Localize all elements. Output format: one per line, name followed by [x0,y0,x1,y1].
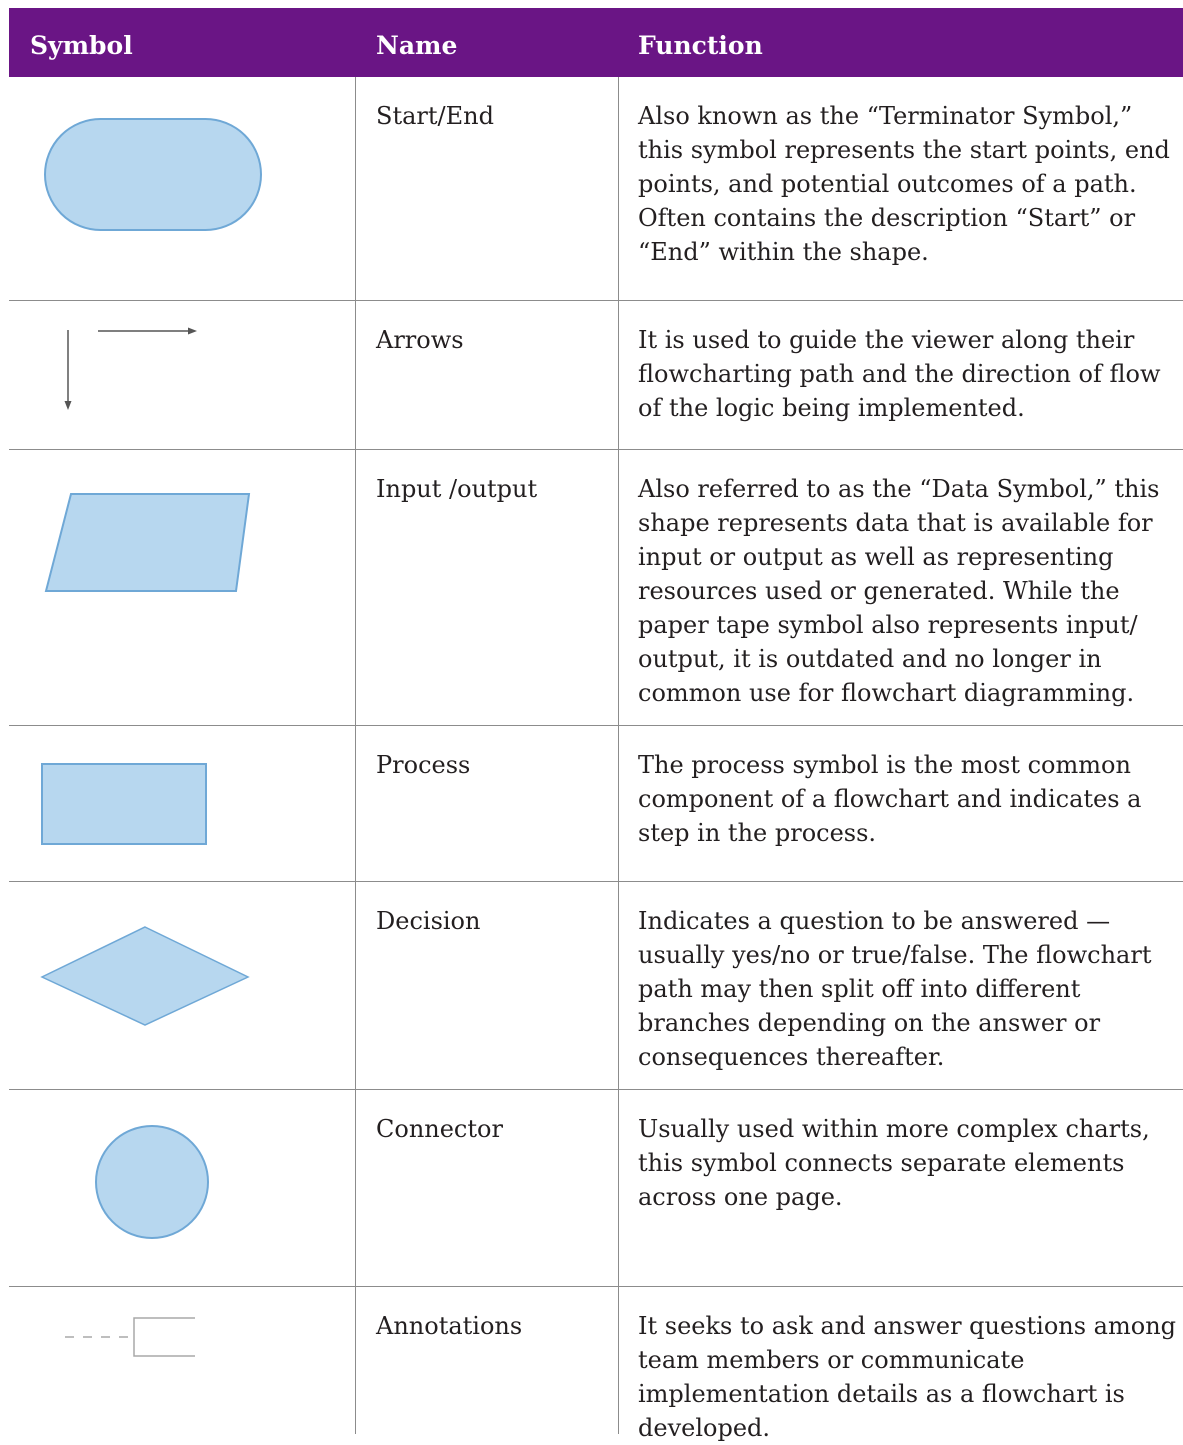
column-divider [355,77,356,1434]
parallelogram-icon [9,450,349,726]
table-row-connector [9,1090,1183,1287]
row-function: It seeks to ask and answer questions among team members or communicate implementation details as a flowchart is developed. [638,1312,1177,1442]
header-symbol: Symbol [30,31,133,60]
row-function: It is used to guide the viewer along their flowcharting path and the direction of flow of the logic being implemented. [638,326,1161,422]
flowchart-symbols-table [9,8,1183,1442]
row-name: Start/End [376,102,494,130]
circle-icon [9,1090,349,1287]
row-function: Also referred to as the “Data Symbol,” this shape represents data that is available for input or output as well as representing resources used or generated. While the paper tape symbol also represents input/ output, it is outdated and no longer in common use for flowchart diagramming. [638,475,1160,707]
table-row-start-end [9,77,1183,301]
row-name: Process [376,751,471,779]
table-row-decision [9,882,1183,1090]
row-function: Indicates a question to be answered — usually yes/no or true/false. The flowchart path may then split off into different branches depending on the answer or consequences thereafter. [638,907,1152,1071]
row-name: Decision [376,907,481,935]
row-name: Arrows [376,326,464,354]
diamond-icon [9,882,349,1090]
row-function: Usually used within more complex charts, this symbol connects separate elements across one page. [638,1115,1150,1211]
row-name: Connector [376,1115,503,1143]
header-name: Name [376,31,458,60]
table-row-process [9,726,1183,882]
row-name: Annotations [376,1312,523,1340]
table-header [9,8,1183,77]
annotation-bracket-icon [9,1287,349,1434]
header-function: Function [638,31,763,60]
column-divider [618,77,619,1434]
arrows-icon [9,301,349,450]
row-function: The process symbol is the most common component of a flowchart and indicates a step in the process. [638,751,1142,847]
table-row-annotations [9,1287,1183,1442]
terminator-icon [9,77,349,301]
table-row-arrows [9,301,1183,450]
table-row-input-output [9,450,1183,726]
row-name: Input /output [376,475,538,503]
row-function: Also known as the “Terminator Symbol,” this symbol represents the start points, end points, and potential outcomes of a path. Often contains the description “Start” or “End” within the shape. [638,102,1170,266]
rectangle-icon [9,726,349,882]
